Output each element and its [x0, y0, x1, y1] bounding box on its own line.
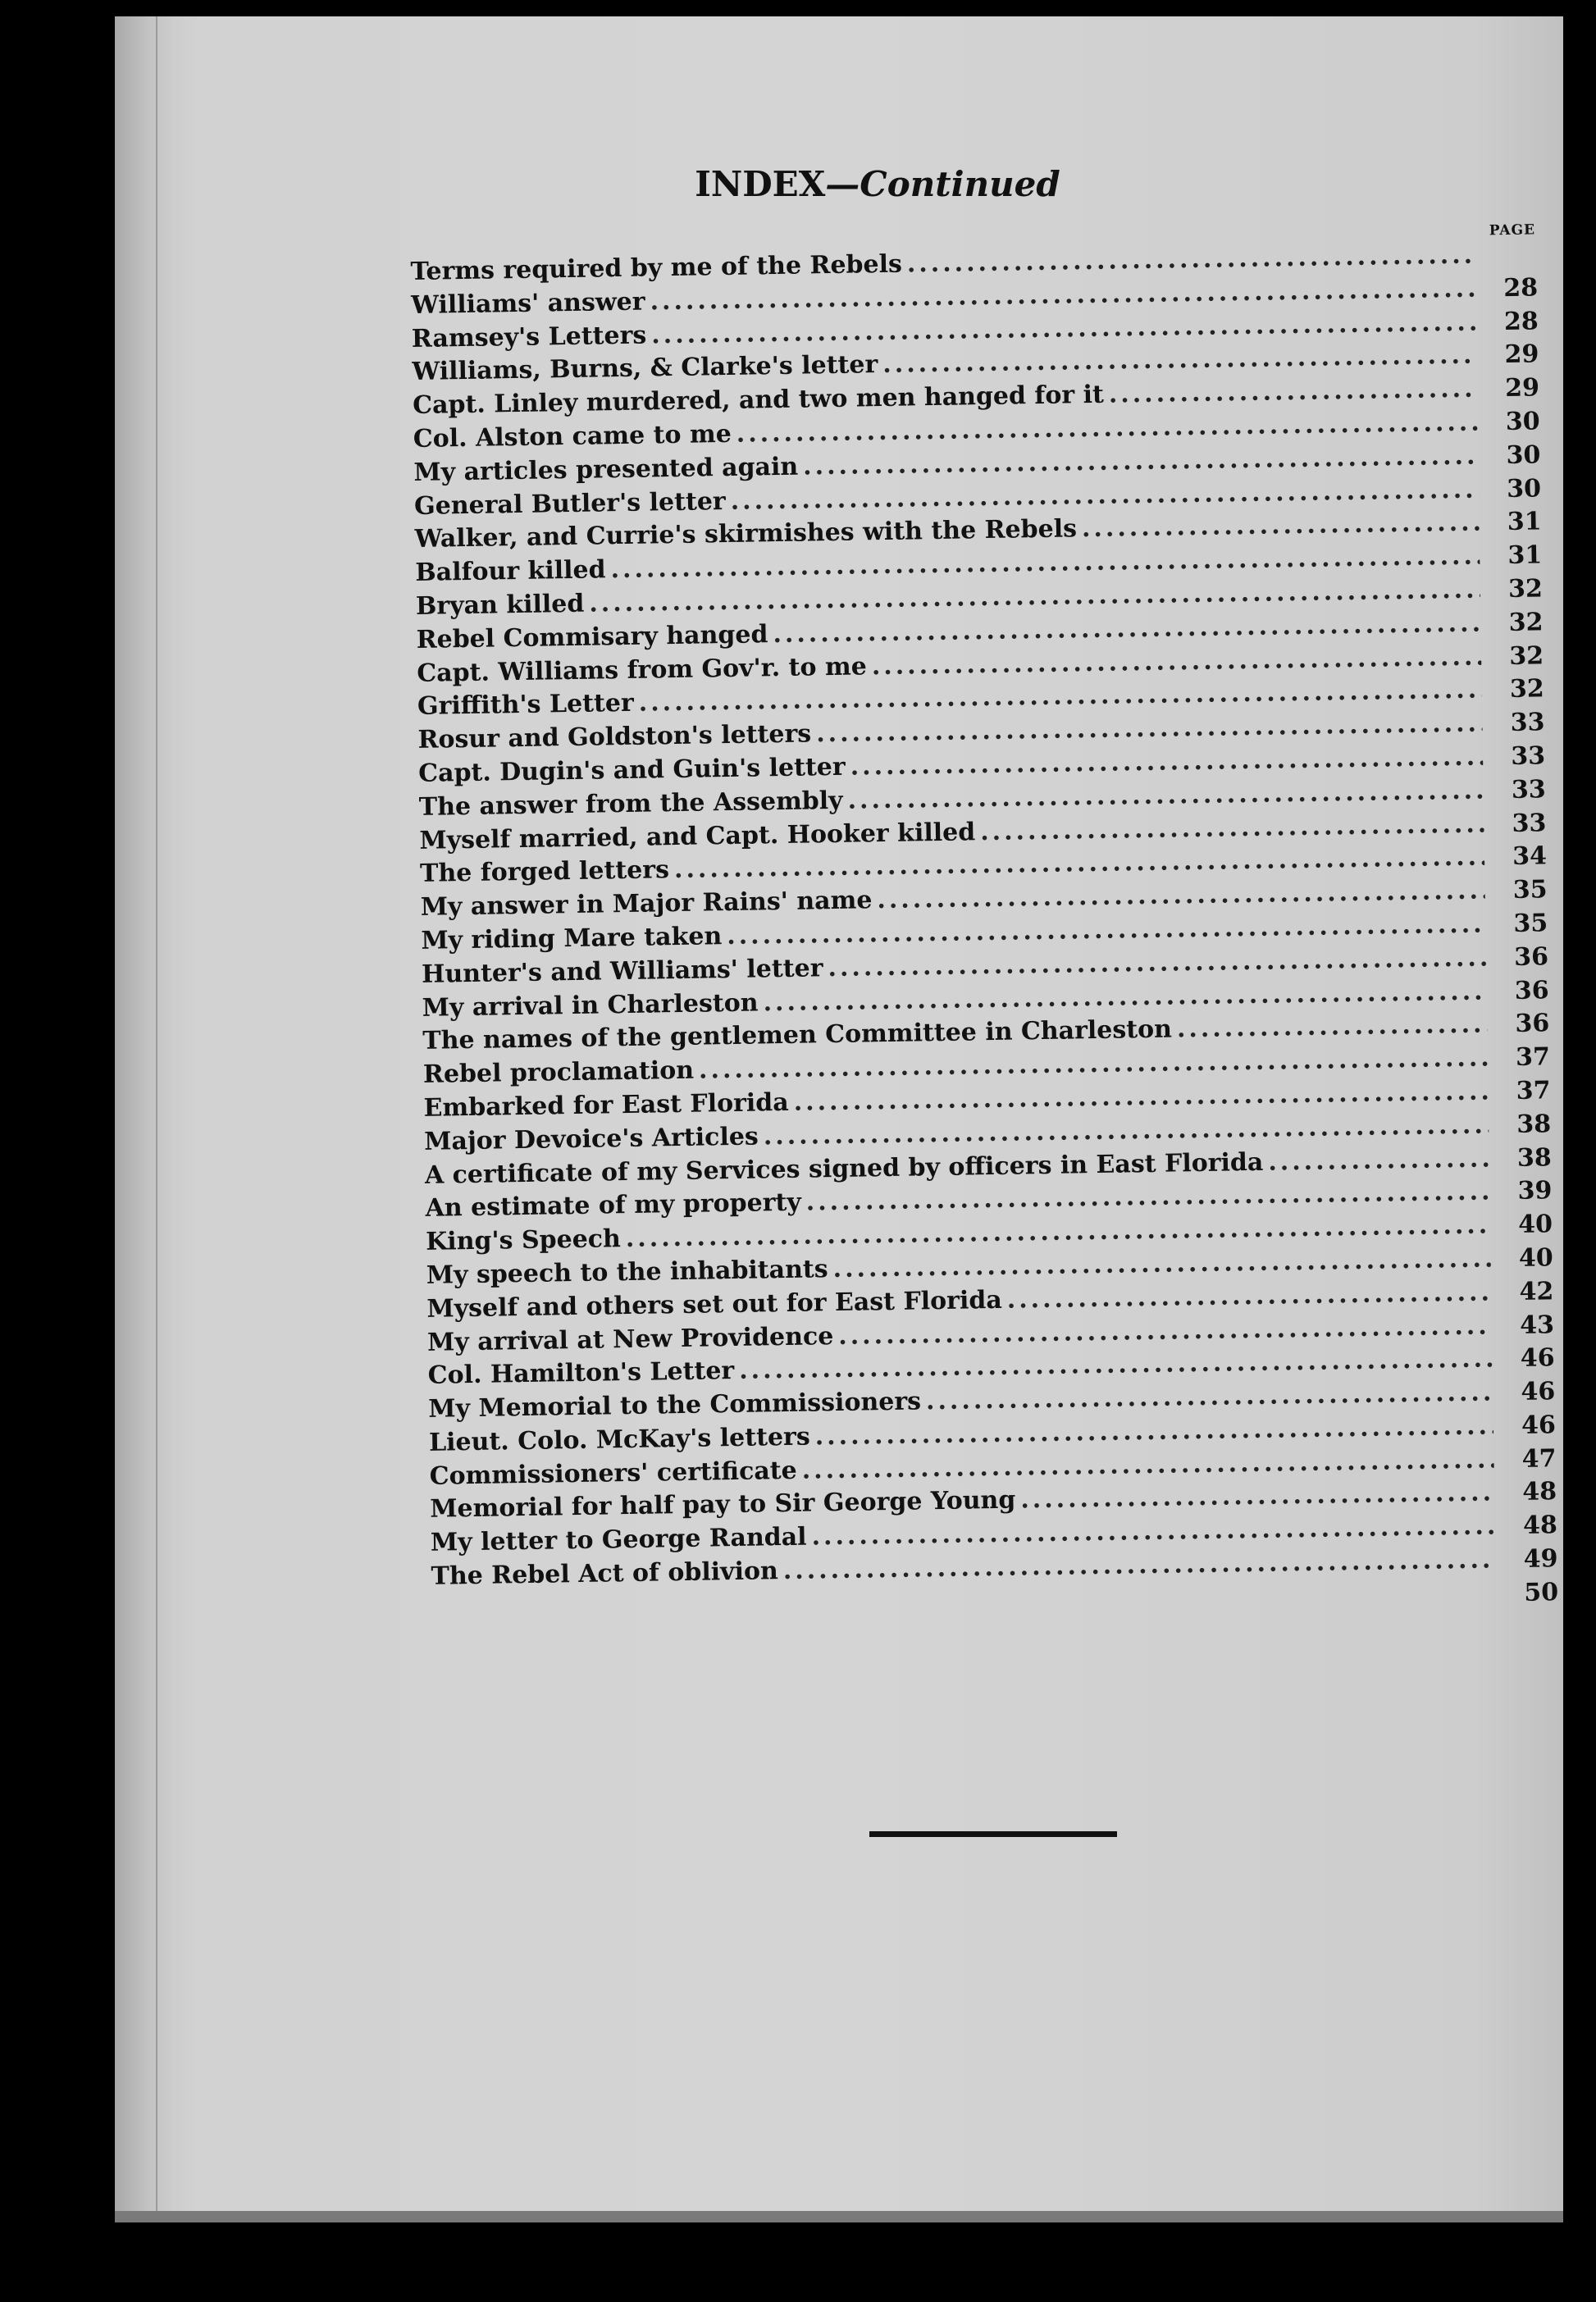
index-entry-page-number: 48 [1522, 1477, 1557, 1507]
index-entry-page-number: 39 [1517, 1176, 1553, 1206]
index-entry-title: Major Devoice's Articles [424, 1122, 759, 1156]
index-entry-page-number: 46 [1520, 1343, 1555, 1374]
index-entry-title: The answer from the Assembly [418, 786, 843, 822]
index-entry-page-number: 28 [1503, 306, 1539, 336]
index-entry-page-number: 30 [1505, 407, 1540, 437]
index-entry-page-number: 30 [1506, 440, 1541, 470]
index-entry-page-number: 33 [1512, 808, 1547, 838]
index-entry-page-number: 42 [1519, 1276, 1554, 1306]
index-entry-title: Lieut. Colo. McKay's letters [428, 1422, 810, 1457]
index-entry-title: Capt. Williams from Gov'r. to me [417, 651, 868, 688]
index-entry-title: A certificate of my Services signed by officers in East Florida [424, 1147, 1264, 1190]
dot-leader [1268, 1142, 1489, 1179]
index-entry-page-number: 33 [1511, 775, 1546, 805]
index-entry-title: The names of the gentlemen Committee in Charleston [422, 1014, 1173, 1056]
index-entry-title: An estimate of my property [425, 1187, 802, 1224]
index-entry-page-number: 33 [1510, 708, 1545, 738]
index-entry-title: King's Speech [425, 1224, 622, 1256]
index-entry-title: General Butler's letter [413, 486, 726, 521]
page-binding-edge [115, 16, 172, 2222]
index-entry-page-number: 29 [1504, 340, 1539, 370]
index-entry-page-number: 48 [1522, 1511, 1558, 1541]
index-entry-title: Commissioners' certificate [429, 1456, 797, 1491]
book-page [115, 16, 1563, 2222]
index-entry-title: Rebel Commisary hanged [416, 619, 768, 654]
index-entry-title: Rosur and Goldston's letters [417, 719, 812, 755]
page-bottom-edge [115, 2211, 1563, 2222]
index-entry-title: Williams' answer [410, 287, 645, 320]
index-entry-title: The Rebel Act of oblivion [431, 1557, 779, 1591]
index-entry-page-number: 35 [1513, 909, 1548, 938]
index-entry-title: My letter to George Randal [430, 1522, 807, 1558]
index-entry-page-number: 32 [1509, 640, 1544, 671]
index-entry-title: The forged letters [419, 855, 670, 889]
index-entry-page-number: 50 [1524, 1578, 1559, 1607]
index-entry-page-number: 28 [1503, 273, 1539, 303]
index-entry-page-number: 38 [1516, 1142, 1553, 1173]
index-entry-title: Williams, Burns, & Clarke's letter [412, 350, 878, 387]
index-entry-title: Ramsey's Letters [411, 321, 647, 353]
index-entry-page-number: 40 [1518, 1210, 1553, 1240]
index-entry-page-number: 46 [1521, 1411, 1557, 1440]
index-entry-page-number: 43 [1519, 1310, 1555, 1340]
index-entry-page-number: 31 [1507, 540, 1543, 571]
index-entry-page-number: 40 [1518, 1243, 1553, 1273]
index-entry-title: Embarked for East Florida [423, 1087, 789, 1123]
index-entry-page-number: 30 [1506, 473, 1542, 504]
index-entry-title: Terms required by me of the Rebels [410, 249, 903, 286]
index-entry-title: Memorial for half pay to Sir George Young [430, 1486, 1016, 1525]
index-entry-title: Rebel proclamation [422, 1055, 695, 1089]
index-entry-page-number: 36 [1513, 942, 1549, 972]
index-entry-title: My arrival at New Providence [426, 1321, 834, 1357]
index-entry-page-number: 49 [1523, 1544, 1558, 1574]
index-entry-title: Griffith's Letter [417, 689, 635, 722]
index-entry-title: My articles presented again [413, 452, 799, 487]
index-entry-page-number: 29 [1504, 373, 1540, 403]
index-entry-title: Balfour killed [415, 555, 606, 588]
index-entry-title: My speech to the inhabitants [426, 1255, 828, 1290]
dot-leader [1177, 1009, 1488, 1047]
index-entry-title: Col. Hamilton's Letter [427, 1356, 735, 1391]
index-entry-page-number: 31 [1507, 507, 1542, 537]
index-entry-page-number: 38 [1516, 1110, 1552, 1139]
index-entry-page-number: 33 [1511, 741, 1546, 771]
closing-rule [869, 1831, 1117, 1837]
index-entry-list [410, 221, 1563, 1627]
index-entry-title: My answer in Major Rains' name [420, 886, 873, 923]
index-entry-title: Myself married, and Capt. Hooker killed [419, 817, 976, 855]
index-entry-title: Col. Alston came to me [413, 419, 732, 454]
index-entry-page-number: 34 [1512, 841, 1548, 872]
index-entry-title: Capt. Dugin's and Guin's letter [417, 752, 846, 788]
index-entry-title: Bryan killed [415, 589, 585, 621]
index-entry-title: My arrival in Charleston [422, 987, 759, 1023]
page-column-header: PAGE [1489, 221, 1536, 239]
index-entry-title: Walker, and Currie's skirmishes with the Rebels [414, 514, 1078, 554]
index-entry-page-number: 35 [1512, 875, 1548, 905]
index-entry-title: Hunter's and Williams' letter [421, 953, 823, 989]
index-entry-title: Capt. Linley murdered, and two men hanged for it [412, 380, 1105, 421]
index-entry-page-number: 47 [1521, 1443, 1557, 1474]
index-heading-continued: —Continued [825, 164, 1060, 204]
index-entry-title: My riding Mare taken [421, 922, 723, 955]
index-entry-page-number: 36 [1514, 975, 1549, 1005]
index-entry-page-number: 37 [1516, 1076, 1551, 1105]
index-entry-page-number: 37 [1515, 1042, 1551, 1073]
index-heading-main: INDEX [695, 164, 826, 204]
index-entry-page-number: 46 [1521, 1377, 1556, 1406]
index-entry-page-number: 32 [1507, 574, 1544, 604]
index-entry-page-number: 32 [1509, 674, 1545, 704]
index-entry-title: My Memorial to the Commissioners [428, 1387, 922, 1424]
dot-leader [1109, 373, 1478, 413]
index-entry-page-number: 36 [1515, 1009, 1550, 1039]
index-entry-title: Myself and others set out for East Florida [426, 1285, 1003, 1324]
index-entry-page-number: 32 [1508, 608, 1544, 637]
page-binding-line [156, 16, 157, 2222]
index-heading [492, 164, 1263, 204]
